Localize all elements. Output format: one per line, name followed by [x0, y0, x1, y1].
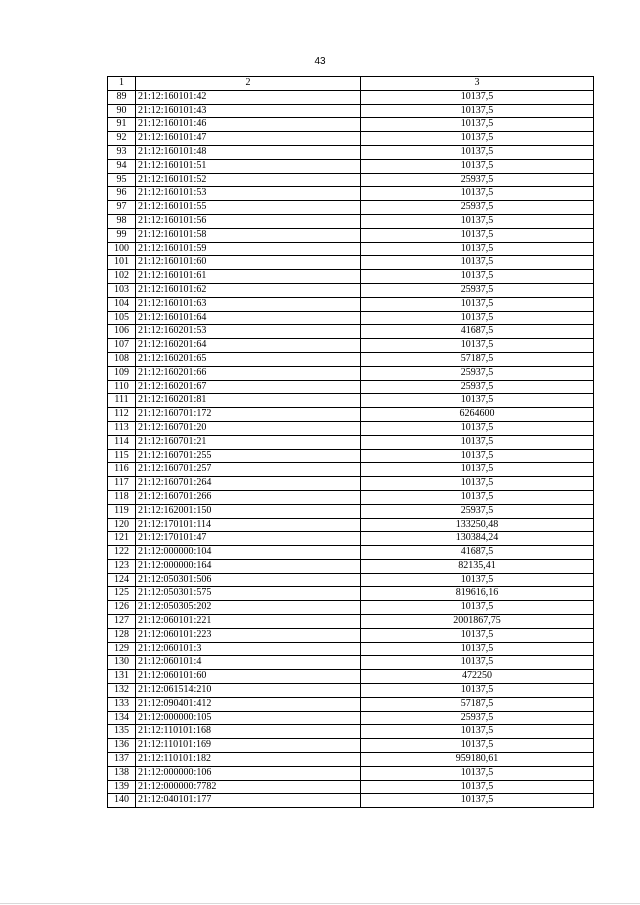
- cadastral-number-cell: 21:12:160201:81: [136, 394, 361, 408]
- row-number-cell: 89: [108, 90, 136, 104]
- row-number-cell: 134: [108, 711, 136, 725]
- row-number-cell: 91: [108, 118, 136, 132]
- value-cell: 10137,5: [361, 477, 594, 491]
- value-cell: 10137,5: [361, 739, 594, 753]
- value-cell: 25937,5: [361, 366, 594, 380]
- value-cell: 10137,5: [361, 780, 594, 794]
- cadastral-number-cell: 21:12:160701:255: [136, 449, 361, 463]
- row-number-cell: 113: [108, 421, 136, 435]
- table-row: [108, 394, 594, 408]
- value-cell: 10137,5: [361, 490, 594, 504]
- table-row: [108, 173, 594, 187]
- value-cell: 10137,5: [361, 90, 594, 104]
- cadastral-number-cell: 21:12:160201:65: [136, 352, 361, 366]
- table-row: [108, 283, 594, 297]
- row-number-cell: 90: [108, 104, 136, 118]
- value-cell: 10137,5: [361, 766, 594, 780]
- cadastral-number-cell: 21:12:000000:104: [136, 546, 361, 560]
- cadastral-number-cell: 21:12:040101:177: [136, 794, 361, 808]
- table-row: [108, 601, 594, 615]
- table-row: [108, 490, 594, 504]
- cadastral-number-cell: 21:12:000000:164: [136, 559, 361, 573]
- cadastral-number-cell: 21:12:160101:64: [136, 311, 361, 325]
- cadastral-number-cell: 21:12:160201:66: [136, 366, 361, 380]
- row-number-cell: 103: [108, 283, 136, 297]
- cadastral-number-cell: 21:12:170101:114: [136, 518, 361, 532]
- row-number-cell: 137: [108, 753, 136, 767]
- row-number-cell: 123: [108, 559, 136, 573]
- value-cell: 25937,5: [361, 504, 594, 518]
- cadastral-number-cell: 21:12:160101:51: [136, 159, 361, 173]
- cadastral-number-cell: 21:12:160101:62: [136, 283, 361, 297]
- value-cell: 10137,5: [361, 573, 594, 587]
- value-cell: 10137,5: [361, 656, 594, 670]
- table-row: [108, 656, 594, 670]
- cadastral-number-cell: 21:12:162001:150: [136, 504, 361, 518]
- value-cell: 10137,5: [361, 684, 594, 698]
- value-cell: 6264600: [361, 408, 594, 422]
- table-row: [108, 518, 594, 532]
- row-number-cell: 127: [108, 615, 136, 629]
- cadastral-number-cell: 21:12:170101:47: [136, 532, 361, 546]
- cadastral-number-cell: 21:12:160101:55: [136, 201, 361, 215]
- page-bottom-divider: [0, 903, 640, 904]
- table-row: [108, 408, 594, 422]
- table-row: [108, 228, 594, 242]
- cadastral-number-cell: 21:12:110101:182: [136, 753, 361, 767]
- row-number-cell: 139: [108, 780, 136, 794]
- table-row: [108, 739, 594, 753]
- cadastral-number-cell: 21:12:110101:169: [136, 739, 361, 753]
- table-row: [108, 725, 594, 739]
- table-row: [108, 380, 594, 394]
- value-cell: 10137,5: [361, 449, 594, 463]
- row-number-cell: 126: [108, 601, 136, 615]
- table-row: [108, 104, 594, 118]
- table-row: [108, 615, 594, 629]
- table-row: [108, 546, 594, 560]
- value-cell: 41687,5: [361, 546, 594, 560]
- cadastral-number-cell: 21:12:160201:53: [136, 325, 361, 339]
- table-row: [108, 325, 594, 339]
- value-cell: 10137,5: [361, 297, 594, 311]
- cadastral-number-cell: 21:12:160701:264: [136, 477, 361, 491]
- row-number-cell: 130: [108, 656, 136, 670]
- row-number-cell: 116: [108, 463, 136, 477]
- row-number-cell: 118: [108, 490, 136, 504]
- value-cell: 10137,5: [361, 725, 594, 739]
- table-row: [108, 145, 594, 159]
- row-number-cell: 128: [108, 628, 136, 642]
- table-row: [108, 628, 594, 642]
- row-number-cell: 104: [108, 297, 136, 311]
- cadastral-number-cell: 21:12:160101:42: [136, 90, 361, 104]
- table-row: [108, 559, 594, 573]
- value-cell: 819616,16: [361, 587, 594, 601]
- table-row: [108, 463, 594, 477]
- table-row: [108, 766, 594, 780]
- value-cell: 10137,5: [361, 628, 594, 642]
- table-row: [108, 256, 594, 270]
- cadastral-number-cell: 21:12:160101:53: [136, 187, 361, 201]
- row-number-cell: 119: [108, 504, 136, 518]
- table-row: [108, 532, 594, 546]
- row-number-cell: 112: [108, 408, 136, 422]
- cadastral-number-cell: 21:12:000000:106: [136, 766, 361, 780]
- table-row: [108, 711, 594, 725]
- cadastral-number-cell: 21:12:050301:506: [136, 573, 361, 587]
- value-cell: 10137,5: [361, 256, 594, 270]
- table-row: [108, 421, 594, 435]
- value-cell: 10137,5: [361, 642, 594, 656]
- row-number-cell: 99: [108, 228, 136, 242]
- table-row: [108, 270, 594, 284]
- value-cell: 2001867,75: [361, 615, 594, 629]
- row-number-cell: 124: [108, 573, 136, 587]
- cadastral-number-cell: 21:12:060101:221: [136, 615, 361, 629]
- value-cell: 57187,5: [361, 352, 594, 366]
- cadastral-number-cell: 21:12:000000:7782: [136, 780, 361, 794]
- cadastral-number-cell: 21:12:160201:67: [136, 380, 361, 394]
- cadastral-number-cell: 21:12:090401:412: [136, 697, 361, 711]
- row-number-cell: 98: [108, 214, 136, 228]
- table-body: [108, 90, 594, 807]
- value-cell: 10137,5: [361, 228, 594, 242]
- value-cell: 10137,5: [361, 463, 594, 477]
- column-header-1: 1: [108, 77, 136, 91]
- cadastral-number-cell: 21:12:060101:3: [136, 642, 361, 656]
- row-number-cell: 109: [108, 366, 136, 380]
- value-cell: 10137,5: [361, 214, 594, 228]
- cadastral-number-cell: 21:12:160101:43: [136, 104, 361, 118]
- table-row: [108, 587, 594, 601]
- row-number-cell: 101: [108, 256, 136, 270]
- table-row: [108, 504, 594, 518]
- cadastral-number-cell: 21:12:160101:47: [136, 132, 361, 146]
- value-cell: 472250: [361, 670, 594, 684]
- table-row: [108, 435, 594, 449]
- table-row: [108, 642, 594, 656]
- table-row: [108, 118, 594, 132]
- cadastral-number-cell: 21:12:160101:48: [136, 145, 361, 159]
- table-row: [108, 794, 594, 808]
- row-number-cell: 135: [108, 725, 136, 739]
- row-number-cell: 96: [108, 187, 136, 201]
- row-number-cell: 110: [108, 380, 136, 394]
- cadastral-number-cell: 21:12:160101:60: [136, 256, 361, 270]
- row-number-cell: 111: [108, 394, 136, 408]
- cadastral-number-cell: 21:12:160701:172: [136, 408, 361, 422]
- row-number-cell: 129: [108, 642, 136, 656]
- cadastral-number-cell: 21:12:160701:20: [136, 421, 361, 435]
- table-row: [108, 242, 594, 256]
- value-cell: 25937,5: [361, 201, 594, 215]
- table-row: [108, 670, 594, 684]
- cadastral-number-cell: 21:12:160701:257: [136, 463, 361, 477]
- row-number-cell: 97: [108, 201, 136, 215]
- table-header-row: [108, 77, 594, 91]
- table-row: [108, 573, 594, 587]
- row-number-cell: 93: [108, 145, 136, 159]
- value-cell: 10137,5: [361, 270, 594, 284]
- value-cell: 10137,5: [361, 339, 594, 353]
- row-number-cell: 132: [108, 684, 136, 698]
- table-row: [108, 780, 594, 794]
- value-cell: 25937,5: [361, 380, 594, 394]
- table-row: [108, 201, 594, 215]
- table-row: [108, 132, 594, 146]
- cadastral-number-cell: 21:12:060101:4: [136, 656, 361, 670]
- row-number-cell: 122: [108, 546, 136, 560]
- value-cell: 10137,5: [361, 118, 594, 132]
- row-number-cell: 105: [108, 311, 136, 325]
- cadastral-number-cell: 21:12:050305:202: [136, 601, 361, 615]
- row-number-cell: 100: [108, 242, 136, 256]
- value-cell: 10137,5: [361, 242, 594, 256]
- value-cell: 10137,5: [361, 421, 594, 435]
- table-row: [108, 352, 594, 366]
- table-row: [108, 753, 594, 767]
- table-row: [108, 90, 594, 104]
- table-row: [108, 311, 594, 325]
- table-row: [108, 697, 594, 711]
- value-cell: 10137,5: [361, 794, 594, 808]
- cadastral-number-cell: 21:12:160701:266: [136, 490, 361, 504]
- data-table: [107, 76, 594, 808]
- row-number-cell: 125: [108, 587, 136, 601]
- cadastral-number-cell: 21:12:160101:61: [136, 270, 361, 284]
- row-number-cell: 115: [108, 449, 136, 463]
- cadastral-number-cell: 21:12:110101:168: [136, 725, 361, 739]
- table-row: [108, 187, 594, 201]
- row-number-cell: 117: [108, 477, 136, 491]
- table-row: [108, 159, 594, 173]
- table-row: [108, 297, 594, 311]
- cadastral-number-cell: 21:12:160101:58: [136, 228, 361, 242]
- value-cell: 10137,5: [361, 187, 594, 201]
- table-row: [108, 477, 594, 491]
- cadastral-number-cell: 21:12:061514:210: [136, 684, 361, 698]
- value-cell: 25937,5: [361, 283, 594, 297]
- row-number-cell: 138: [108, 766, 136, 780]
- cadastral-number-cell: 21:12:160101:46: [136, 118, 361, 132]
- value-cell: 130384,24: [361, 532, 594, 546]
- row-number-cell: 120: [108, 518, 136, 532]
- table-row: [108, 214, 594, 228]
- cadastral-number-cell: 21:12:160101:52: [136, 173, 361, 187]
- row-number-cell: 108: [108, 352, 136, 366]
- value-cell: 10137,5: [361, 394, 594, 408]
- value-cell: 10137,5: [361, 601, 594, 615]
- value-cell: 57187,5: [361, 697, 594, 711]
- row-number-cell: 92: [108, 132, 136, 146]
- table-row: [108, 366, 594, 380]
- value-cell: 133250,48: [361, 518, 594, 532]
- column-header-3: 3: [361, 77, 594, 91]
- row-number-cell: 131: [108, 670, 136, 684]
- value-cell: 25937,5: [361, 711, 594, 725]
- value-cell: 82135,41: [361, 559, 594, 573]
- value-cell: 10137,5: [361, 145, 594, 159]
- value-cell: 41687,5: [361, 325, 594, 339]
- cadastral-number-cell: 21:12:060101:223: [136, 628, 361, 642]
- cadastral-number-cell: 21:12:160101:63: [136, 297, 361, 311]
- value-cell: 10137,5: [361, 435, 594, 449]
- table-row: [108, 449, 594, 463]
- cadastral-number-cell: 21:12:160201:64: [136, 339, 361, 353]
- value-cell: 10137,5: [361, 132, 594, 146]
- cadastral-number-cell: 21:12:050301:575: [136, 587, 361, 601]
- cadastral-number-cell: 21:12:060101:60: [136, 670, 361, 684]
- cadastral-number-cell: 21:12:160701:21: [136, 435, 361, 449]
- value-cell: 959180,61: [361, 753, 594, 767]
- row-number-cell: 106: [108, 325, 136, 339]
- row-number-cell: 140: [108, 794, 136, 808]
- cadastral-number-cell: 21:12:160101:59: [136, 242, 361, 256]
- row-number-cell: 95: [108, 173, 136, 187]
- cadastral-number-cell: 21:12:000000:105: [136, 711, 361, 725]
- row-number-cell: 121: [108, 532, 136, 546]
- row-number-cell: 136: [108, 739, 136, 753]
- row-number-cell: 102: [108, 270, 136, 284]
- row-number-cell: 114: [108, 435, 136, 449]
- row-number-cell: 133: [108, 697, 136, 711]
- value-cell: 10137,5: [361, 311, 594, 325]
- table-row: [108, 339, 594, 353]
- value-cell: 10137,5: [361, 159, 594, 173]
- value-cell: 10137,5: [361, 104, 594, 118]
- row-number-cell: 94: [108, 159, 136, 173]
- page-number: 43: [314, 56, 326, 67]
- column-header-2: 2: [136, 77, 361, 91]
- table-row: [108, 684, 594, 698]
- cadastral-number-cell: 21:12:160101:56: [136, 214, 361, 228]
- value-cell: 25937,5: [361, 173, 594, 187]
- row-number-cell: 107: [108, 339, 136, 353]
